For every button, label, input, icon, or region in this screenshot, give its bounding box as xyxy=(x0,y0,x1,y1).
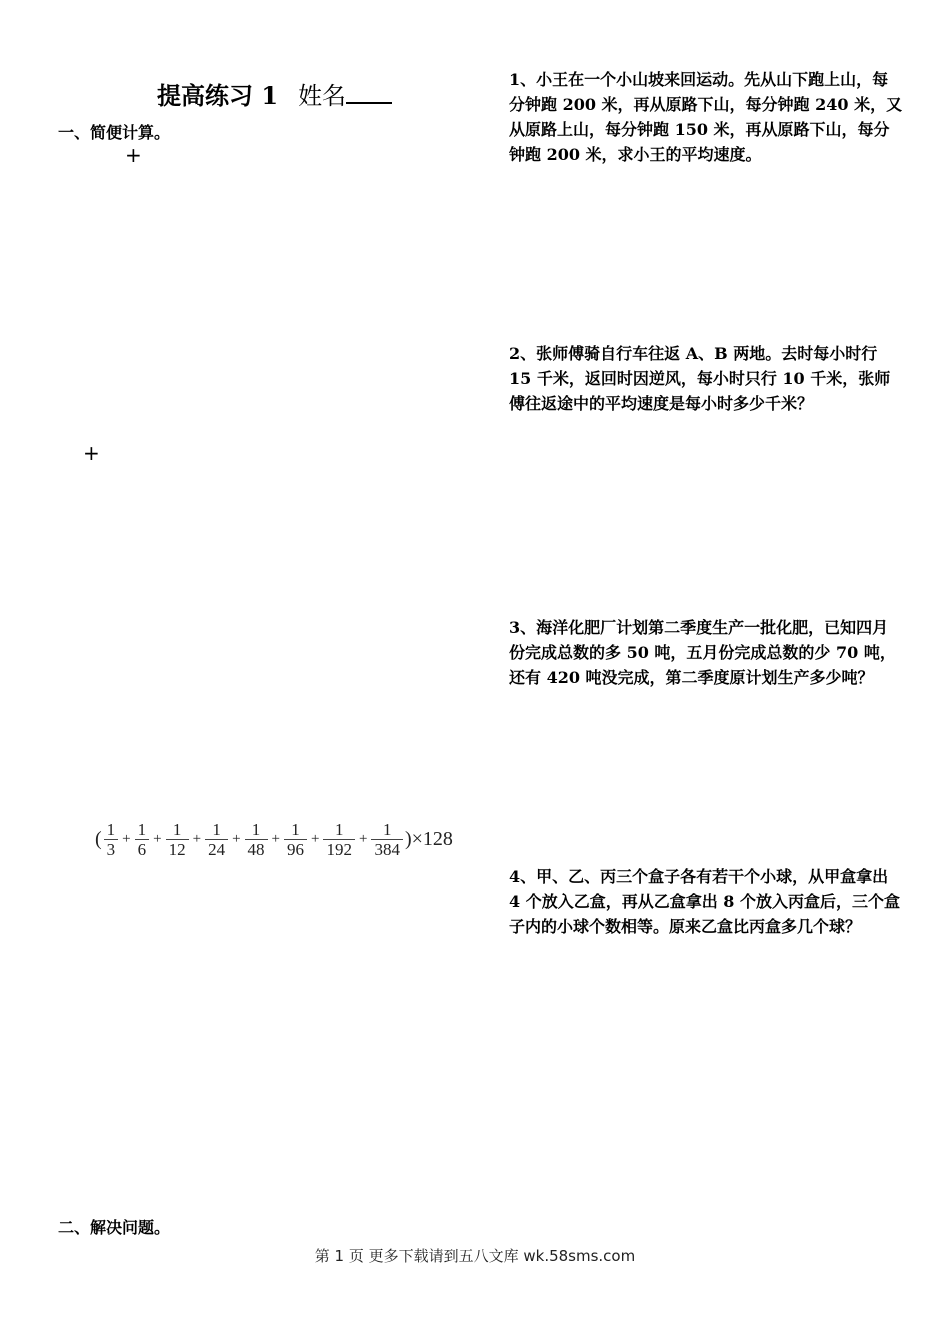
fraction-numerator: 1 xyxy=(106,819,116,839)
problem-3: 3、海洋化肥厂计划第二季度生产一批化肥，已知四月份完成总数的多 50 吨，五月份完成总数的少 70 吨，还有 420 吨没完成，第二季度原计划生产多少吨？ xyxy=(509,618,896,687)
section-one-heading: 一、简便计算。 xyxy=(58,123,171,142)
plus-mark-2: + xyxy=(83,441,100,465)
formula-close-multiplier: )×128 xyxy=(404,827,453,850)
fraction-denominator: 24 xyxy=(208,839,226,859)
plus-operator: + xyxy=(122,830,131,847)
fraction-numerator: 1 xyxy=(382,819,392,839)
fraction-denominator: 48 xyxy=(247,839,265,859)
fraction-6 xyxy=(284,820,307,859)
fraction-denominator: 384 xyxy=(374,839,400,859)
plus-operator: + xyxy=(271,830,281,847)
fraction-numerator: 1 xyxy=(212,819,221,839)
fraction-numerator: 1 xyxy=(291,819,300,839)
fraction-1 xyxy=(104,820,119,859)
section-two-heading: 二、解决问题。 xyxy=(58,1218,171,1237)
fraction-8 xyxy=(371,820,403,859)
plus-operator: + xyxy=(153,830,162,847)
fraction-7 xyxy=(323,820,355,859)
fraction-denominator: 192 xyxy=(326,839,352,859)
page-title xyxy=(157,76,392,111)
fraction-numerator: 1 xyxy=(137,819,147,839)
plus-operator: + xyxy=(232,830,241,847)
plus-operator: + xyxy=(192,830,202,847)
fraction-numerator: 1 xyxy=(334,819,344,839)
problem-2: 2、张师傅骑自行车往返 A、B 两地。去时每小时行 15 千米，返回时因逆风，每小时只行 10 千米，张师傅往返途中的平均速度是每小时多少千米？ xyxy=(509,344,891,413)
fraction-denominator: 96 xyxy=(287,839,305,859)
fraction-sum-formula xyxy=(95,816,453,862)
worksheet-title: 提高练习 1 xyxy=(157,81,279,110)
fraction-2 xyxy=(135,820,150,859)
fraction-denominator: 6 xyxy=(137,839,147,859)
formula-open-paren: ( xyxy=(95,827,102,850)
fraction-numerator: 1 xyxy=(172,819,182,839)
fraction-denominator: 12 xyxy=(168,839,186,859)
name-blank[interactable] xyxy=(346,82,392,104)
fraction-4 xyxy=(205,820,228,859)
fraction-5 xyxy=(245,820,268,859)
problem-1: 1、小王在一个小山坡来回运动。先从山下跑上山，每分钟跑 200 米，再从原路下山，每分钟跑 240 米，又从原路上山，每分钟跑 150 米，再从原路下山，每分钟跑 200 米，求小王的平均速度。 xyxy=(509,70,903,164)
plus-operator: + xyxy=(311,830,320,847)
name-label: 姓名 xyxy=(298,82,347,110)
fraction-numerator: 1 xyxy=(251,819,261,839)
plus-operator: + xyxy=(358,830,368,847)
plus-mark-1: + xyxy=(125,143,142,167)
fraction-3 xyxy=(166,820,189,859)
page-footer: 第 1 页 更多下载请到五八文库 wk.58sms.com xyxy=(314,1247,636,1265)
fraction-denominator: 3 xyxy=(106,839,116,859)
problem-4: 4、甲、乙、丙三个盒子各有若干个小球，从甲盒拿出 4 个放入乙盒，再从乙盒拿出 8 个放入丙盒后，三个盒子内的小球个数相等。原来乙盒比丙盒多几个球？ xyxy=(509,867,900,936)
